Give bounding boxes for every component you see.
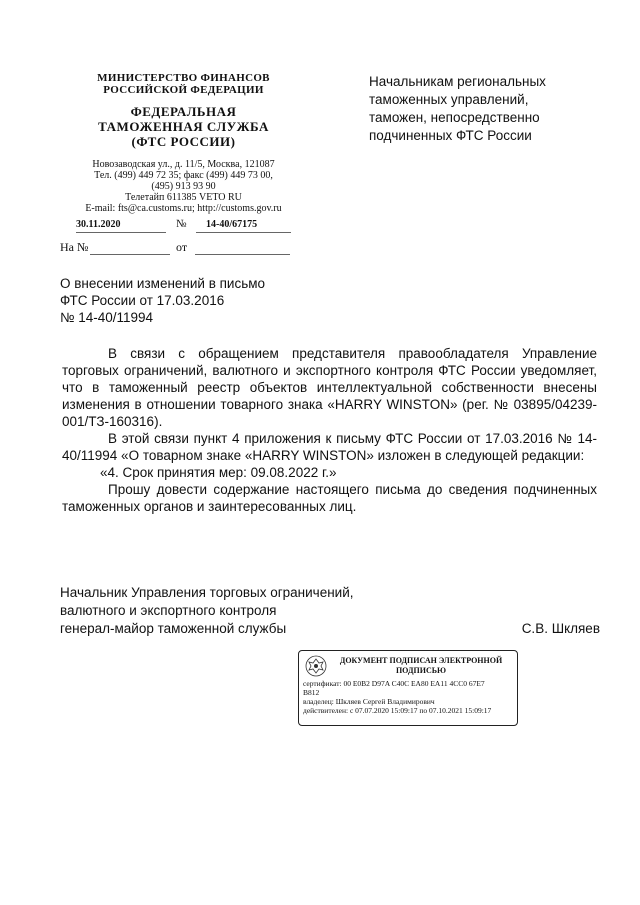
body-paragraph-2: В этой связи пункт 4 приложения к письму ФТС России от 17.03.2016 № 14-40/11994 «О товарном знаке «HARRY WINSTON» изложен в следующей редакции: — [62, 431, 597, 463]
registration-number-label: № — [176, 218, 187, 230]
stamp-validity: действителен: с 07.07.2020 15:09:17 по 07.10.2021 15:09:17 — [303, 706, 492, 715]
signatory-position: Начальник Управления торговых ограничений, валютного и экспортного контроля генерал-майор таможенной службы — [60, 585, 354, 636]
agency-address: Новозаводская ул., д. 11/5, Москва, 121087 Тел. (499) 449 72 35; факс (499) 449 73 00, (495) 913 93 90 Телетайп 611385 VETO RU E-mail: fts@ca.customs.ru; http://customs.gov.ru — [85, 159, 282, 214]
sender-header — [56, 72, 311, 214]
stamp-owner: владелец: Шкляев Сергей Владимирович — [303, 697, 435, 706]
signatory-name: С.В. Шкляев — [521, 621, 600, 636]
reference-from-label: от — [176, 240, 188, 254]
electronic-signature-stamp — [298, 650, 518, 726]
stamp-details — [303, 679, 513, 715]
eagle-emblem-icon — [305, 655, 327, 677]
ministry-name: МИНИСТЕРСТВО ФИНАНСОВ РОССИЙСКОЙ ФЕДЕРАЦИИ — [97, 72, 270, 96]
signature-block — [60, 584, 600, 638]
stamp-certificate: сертификат: 00 E0B2 D97A C40C EA80 EA11 4CC0 67E7 B812 — [303, 679, 485, 697]
stamp-title: ДОКУМЕНТ ПОДПИСАН ЭЛЕКТРОННОЙ ПОДПИСЬЮ — [339, 656, 503, 675]
letter-body — [62, 345, 597, 515]
body-paragraph-3: «4. Срок принятия мер: 09.08.2022 г.» — [100, 465, 337, 480]
body-paragraph-4: Прошу довести содержание настоящего письма до сведения подчиненных таможенных органов и заинтересованных лиц. — [62, 482, 597, 514]
agency-name: ФЕДЕРАЛЬНАЯ ТАМОЖЕННАЯ СЛУЖБА (ФТС РОССИИ) — [98, 104, 269, 149]
letter-subject: О внесении изменений в письмо ФТС России от 17.03.2016 № 14-40/11994 — [60, 276, 266, 325]
reference-label: На № — [60, 240, 89, 254]
body-paragraph-1: В связи с обращением представителя правообладателя Управление торговых ограничений, валютного и экспортного контроля ФТС России уведомляет, что в таможенный реестр объектов интеллектуальной собственности внесены изменения в отношении товарного знака «HARRY WINSTON» (рег. № 03895/04239-001/ТЗ-160316). — [62, 346, 597, 429]
registration-number: 14-40/67175 — [206, 219, 258, 230]
registration-date: 30.11.2020 — [76, 219, 121, 230]
addressee-block: Начальникам региональных таможенных управлений, таможен, непосредственно подчиненных ФТС России — [369, 74, 546, 143]
